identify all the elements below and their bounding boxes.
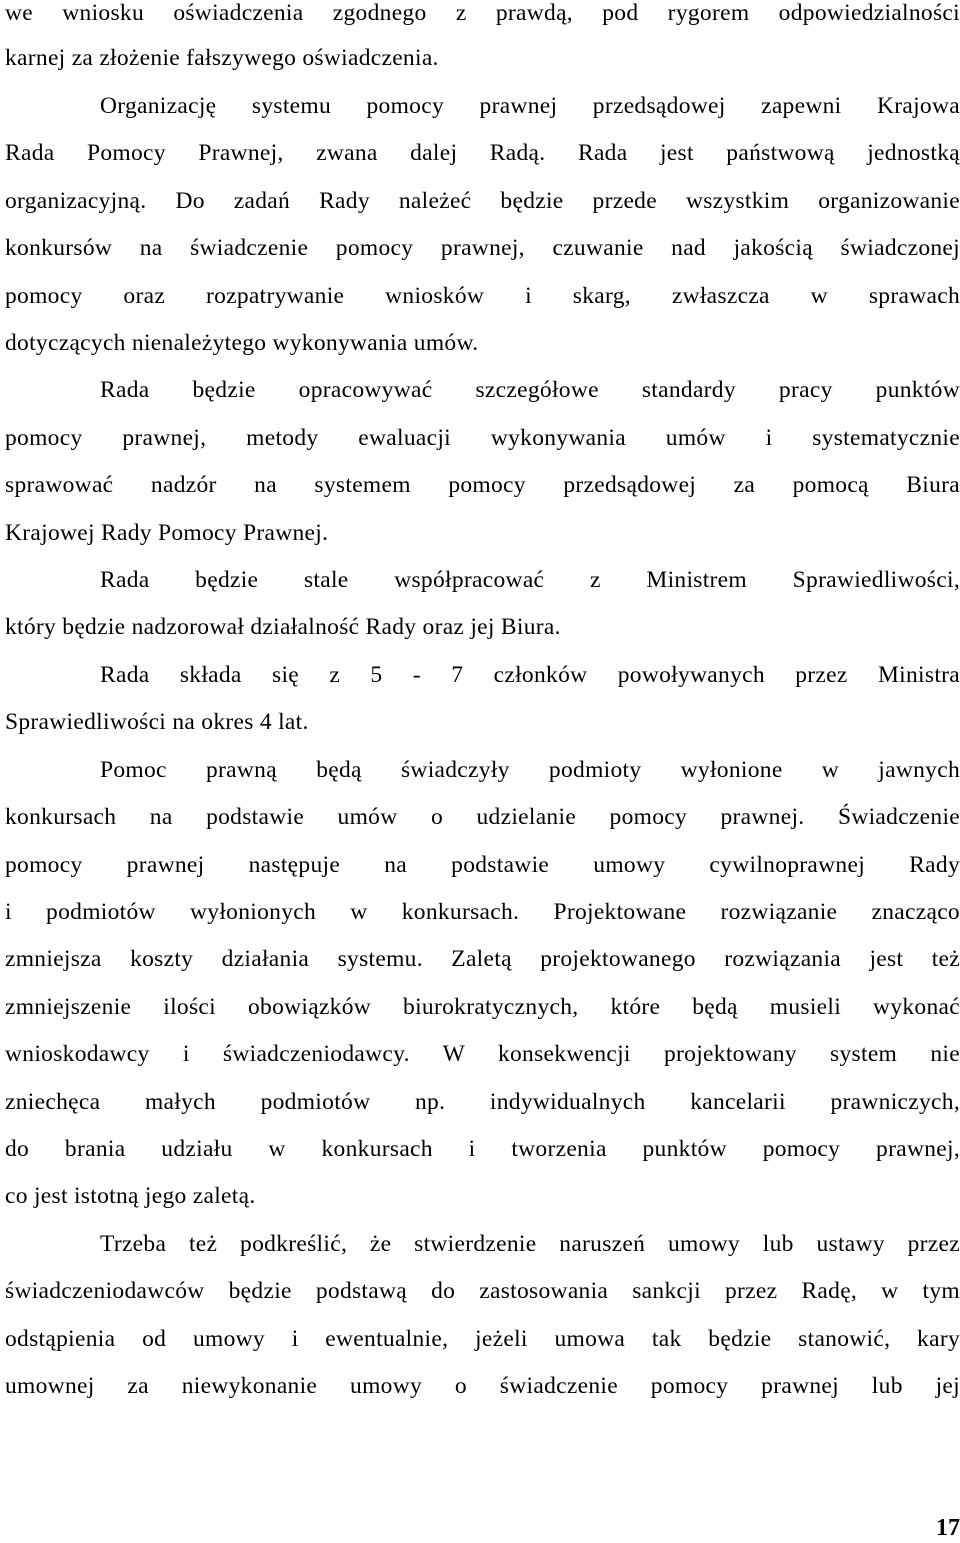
text-line: Rada będzie opracowywać szczegółowe standardy pracy punktów (100, 377, 960, 403)
page-number: 17 (936, 1515, 960, 1541)
text-line: Rada składa się z 5 - 7 członków powoływanych przez Ministra (100, 662, 960, 688)
text-line: konkursach na podstawie umów o udzielanie pomocy prawnej. Świadczenie (5, 804, 960, 830)
text-line: który będzie nadzorował działalność Rady oraz jej Biura. (5, 614, 561, 640)
text-line: sprawować nadzór na systemem pomocy przedsądowej za pomocą Biura (5, 472, 960, 498)
text-line: odstąpienia od umowy i ewentualnie, jeżeli umowa tak będzie stanowić, kary (5, 1326, 960, 1352)
text-line: konkursów na świadczenie pomocy prawnej, czuwanie nad jakością świadczonej (5, 235, 960, 261)
text-line: zmniejsza koszty działania systemu. Zaletą projektowanego rozwiązania jest też (5, 946, 960, 972)
text-line: Krajowej Rady Pomocy Prawnej. (5, 520, 329, 546)
text-line: Organizację systemu pomocy prawnej przedsądowej zapewni Krajowa (100, 93, 960, 119)
text-line: i podmiotów wyłonionych w konkursach. Projektowane rozwiązanie znacząco (5, 899, 960, 925)
text-line: wnioskodawcy i świadczeniodawcy. W konsekwencji projektowany system nie (5, 1041, 960, 1067)
text-line: do brania udziału w konkursach i tworzenia punktów pomocy prawnej, (5, 1136, 960, 1162)
text-line: pomocy oraz rozpatrywanie wniosków i skarg, zwłaszcza w sprawach (5, 283, 960, 309)
text-line: organizacyjną. Do zadań Rady należeć będzie przede wszystkim organizowanie (5, 188, 960, 214)
text-line: Rada Pomocy Prawnej, zwana dalej Radą. Rada jest państwową jednostką (5, 140, 960, 166)
text-line: we wniosku oświadczenia zgodnego z prawdą, pod rygorem odpowiedzialności (5, 0, 960, 26)
text-line: zniechęca małych podmiotów np. indywidualnych kancelarii prawniczych, (5, 1089, 960, 1115)
text-line: Rada będzie stale współpracować z Ministrem Sprawiedliwości, (100, 567, 960, 593)
text-line: Trzeba też podkreślić, że stwierdzenie naruszeń umowy lub ustawy przez (100, 1231, 960, 1257)
text-line: Pomoc prawną będą świadczyły podmioty wyłonione w jawnych (100, 757, 960, 783)
text-line: świadczeniodawców będzie podstawą do zastosowania sankcji przez Radę, w tym (5, 1278, 960, 1304)
text-line: pomocy prawnej następuje na podstawie umowy cywilnoprawnej Rady (5, 852, 960, 878)
text-line: Sprawiedliwości na okres 4 lat. (5, 709, 309, 735)
text-line: pomocy prawnej, metody ewaluacji wykonywania umów i systematycznie (5, 425, 960, 451)
text-line: co jest istotną jego zaletą. (5, 1183, 256, 1209)
text-line: zmniejszenie ilości obowiązków biurokratycznych, które będą musieli wykonać (5, 994, 960, 1020)
text-line: karnej za złożenie fałszywego oświadczenia. (5, 45, 439, 71)
text-line: dotyczących nienależytego wykonywania umów. (5, 330, 479, 356)
text-line: umownej za niewykonanie umowy o świadczenie pomocy prawnej lub jej (5, 1373, 960, 1399)
